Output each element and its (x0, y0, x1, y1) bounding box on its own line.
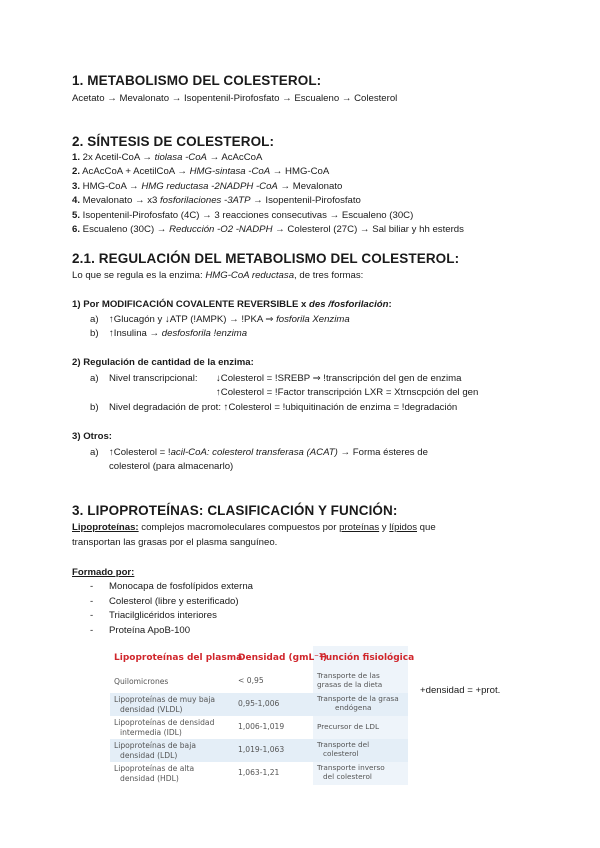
lipoprotein-density: < 0,95 (238, 676, 264, 685)
lipoprotein-table (110, 646, 415, 762)
lipoprotein-density: 1,063-1,21 (238, 768, 280, 777)
composition-item: Triacilglicéridos interiores (109, 610, 217, 621)
regulation-2a-row-2: ↑Colesterol = !Factor transcripción LXR = Xtrnscpción del gen (216, 387, 479, 398)
lipoprotein-function: Transporte inverso del colesterol (317, 763, 385, 781)
composition-bullet: - (90, 596, 94, 607)
lipoprotein-name: Lipoproteínas de baja densidad (LDL) (114, 741, 196, 760)
composition-bullet: - (90, 610, 94, 621)
regulation-3a-label: a) (90, 447, 99, 458)
regulation-1b-label: b) (90, 328, 99, 339)
table-header-density: Densidad (gmL⁻¹) (238, 653, 327, 663)
lipoprotein-definition: Lipoproteínas: complejos macromoleculares compuestos por proteínas y lípidos que (72, 522, 436, 533)
lipoprotein-name: Lipoproteínas de alta densidad (HDL) (114, 764, 195, 783)
regulation-2a-row-1: ↓Colesterol = !SREBP ⇒ !transcripción del gen de enzima (216, 373, 462, 384)
regulation-3a-text: ↑Colesterol = !acil-CoA: colesterol transferasa (ACAT) → Forma ésteres de (109, 447, 428, 458)
composition-item: Colesterol (libre y esterificado) (109, 596, 239, 607)
section-1-pathway: Acetato → Mevalonato → Isopentenil-Pirofosfato → Escualeno → Colesterol (72, 93, 398, 104)
table-row (110, 739, 408, 762)
regulation-1b-text: ↑Insulina → desfosforila !enzima (109, 328, 248, 339)
table-header-function: Función fisiológica (320, 653, 415, 663)
regulation-intro: Lo que se regula es la enzima: HMG-CoA reductasa, de tres formas: (72, 270, 364, 281)
section-1-title: 1. METABOLISMO DEL COLESTEROL: (72, 73, 322, 88)
section-3-title: 3. LIPOPROTEÍNAS: CLASIFICACIÓN Y FUNCIÓN: (72, 503, 398, 518)
regulation-2a-label: a) (90, 373, 99, 384)
table-row (110, 670, 408, 693)
composition-bullet: - (90, 625, 94, 636)
section-2-title: 2. SÍNTESIS DE COLESTEROL: (72, 134, 275, 149)
lipoprotein-name: Lipoproteínas de densidad intermedia (IDL) (114, 718, 215, 737)
lipoprotein-name: Quilomicrones (114, 677, 169, 686)
regulation-subheading-3: 3) Otros: (72, 431, 112, 442)
synthesis-step-6: 6. Escualeno (30C) → Reducción -O2 -NADPH → Colesterol (27C) → Sal biliar y hh esterds (72, 224, 464, 235)
table-row (110, 693, 408, 716)
composition-bullet: - (90, 581, 94, 592)
lipoprotein-name: Lipoproteínas de muy baja densidad (VLDL) (114, 695, 216, 714)
regulation-2a-text: Nivel transcripcional: (109, 373, 198, 384)
regulation-subheading-2: 2) Regulación de cantidad de la enzima: (72, 357, 254, 368)
table-row (110, 716, 408, 739)
lipoprotein-definition-line-2: transportan las grasas por el plasma sanguíneo. (72, 537, 278, 548)
regulation-3a-text-line-2: colesterol (para almacenarlo) (109, 461, 234, 472)
lipoprotein-density: 1,019-1,063 (238, 745, 285, 754)
regulation-2b-text: Nivel degradación de prot: ↑Colesterol = !ubiquitinación de enzima = !degradación (109, 402, 458, 413)
composition-item: Proteína ApoB-100 (109, 625, 191, 636)
regulation-1a-text: ↑Glucagón y ↓ATP (!AMPK) → !PKA ⇒ fosforila Xenzima (109, 314, 350, 325)
lipoprotein-function: Precursor de LDL (317, 722, 380, 731)
synthesis-step-3: 3. HMG-CoA → HMG reductasa -2NADPH -CoA → Mevalonato (72, 181, 343, 192)
density-note: +densidad = +prot. (420, 685, 501, 696)
synthesis-step-5: 5. Isopentenil-Pirofosfato (4C) → 3 reacciones consecutivas → Escualeno (30C) (72, 210, 414, 221)
composition-heading: Formado por: (72, 567, 135, 578)
regulation-1a-label: a) (90, 314, 99, 325)
table-header-lipoproteins: Lipoproteínas del plasma (114, 653, 243, 663)
synthesis-step-2: 2. AcAcCoA + AcetilCoA → HMG-sintasa -CoA → HMG-CoA (72, 166, 330, 177)
lipoprotein-function: Transporte del colesterol (317, 740, 370, 758)
regulation-2b-label: b) (90, 402, 99, 413)
composition-item: Monocapa de fosfolípidos externa (109, 581, 253, 592)
section-2-1-title: 2.1. REGULACIÓN DEL METABOLISMO DEL COLESTEROL: (72, 251, 460, 266)
regulation-subheading-1: 1) Por MODIFICACIÓN COVALENTE REVERSIBLE x des /fosforilación: (72, 299, 392, 310)
lipoprotein-density: 0,95-1,006 (238, 699, 280, 708)
table-row (110, 762, 408, 785)
lipoprotein-function: Transporte de las grasas de la dieta (317, 671, 383, 689)
lipoprotein-density: 1,006-1,019 (238, 722, 285, 731)
synthesis-step-4: 4. Mevalonato → x3 fosforilaciones -3ATP → Isopentenil-Pirofosfato (72, 195, 361, 206)
synthesis-step-1: 1. 2x Acetil-CoA → tiolasa -CoA → AcAcCoA (72, 152, 263, 163)
lipoprotein-function: Transporte de la grasa endógena (317, 694, 399, 712)
